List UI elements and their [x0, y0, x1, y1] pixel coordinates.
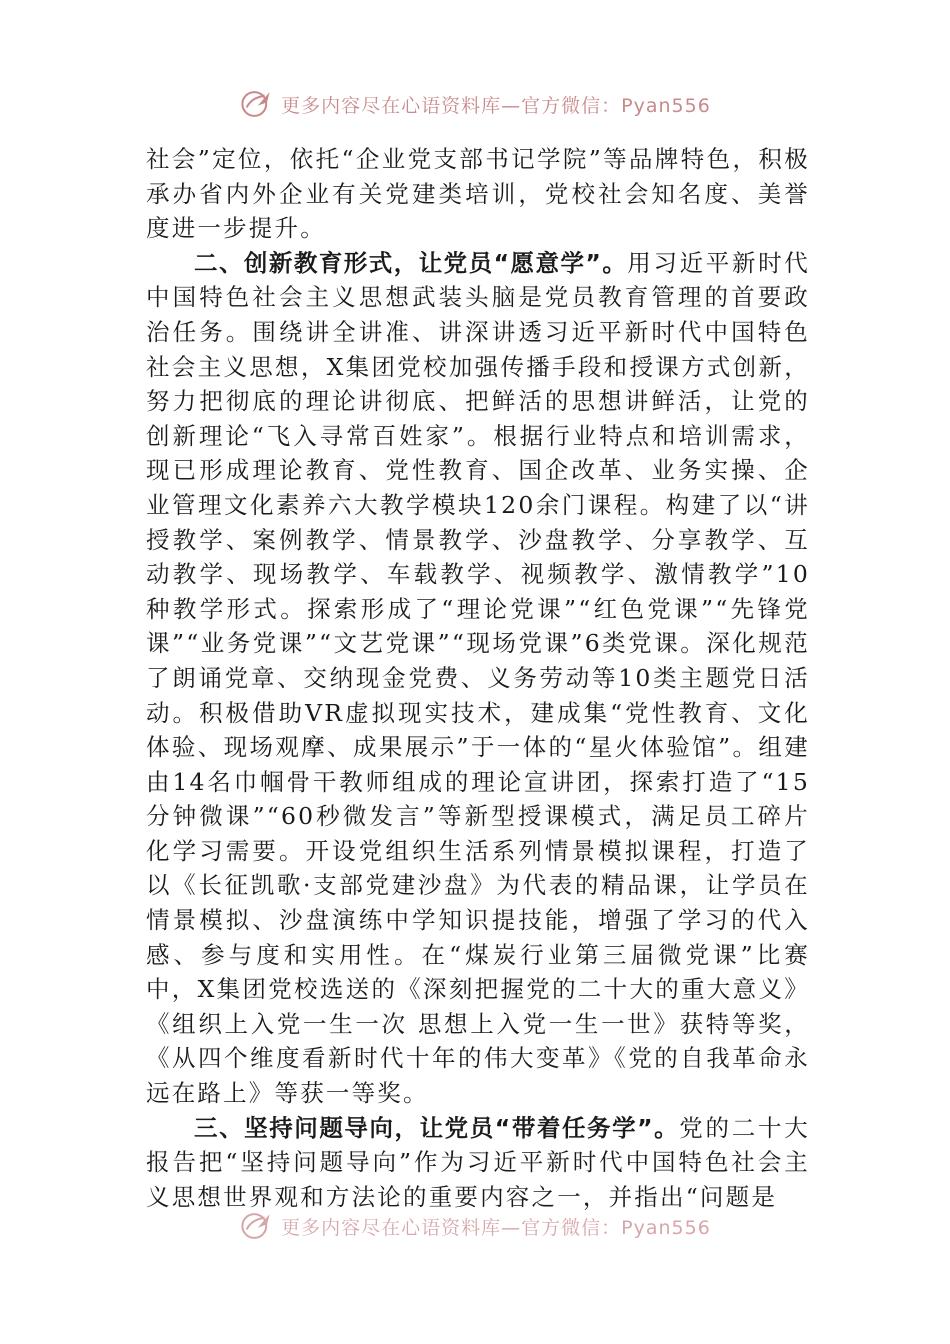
paragraph-text: 用习近平新时代中国特色社会主义思想武装头脑是党员教育管理的首要政治任务。围绕讲全讲准、讲深讲透习近平新时代中国特色社会主义思想，X集团党校加强传播手段和授课方式创新，努力把彻底的理论讲彻底、把鲜活的思想讲鲜活，让党的创新理论“飞入寻常百姓家”。根据行业特点和培训需求，现已形成理论教育、党性教育、国企改革、业务实操、企业管理文化素养六大教学模块120余门课程。构建了以“讲授教学、案例教学、情景教学、沙盘教学、分享教学、互动教学、现场教学、车载教学、视频教学、激情教学”10种教学形式。探索形成了“理论党课”“红色党课”“先锋党课”“业务党课”“文艺党课”“现场党课”6类党课。深化规范了朗诵党章、交纳现金党费、义务劳动等10类主题党日活动。积极借助VR虚拟现实技术，建成集“党性教育、文化体验、现场观摩、成果展示”于一体的“星火体验馆”。组建由14名巾帼骨干教师组成的理论宣讲团，探索打造了“15分钟微课”“60秒微发言”等新型授课模式，满足员工碎片化学习需要。开设党组织生活系列情景模拟课程，打造了以《长征凯歌·支部党建沙盘》为代表的精品课，让学员在情景模拟、沙盘演练中学知识提技能，增强了学习的代入感、参与度和实用性。在“煤炭行业第三届微党课”比赛中，X集团党校选送的《深刻把握党的二十大的重大意义》《组织上入党一生一次 思想上入党一生一世》获特等奖，《从四个维度看新时代十年的伟大变革》《党的自我革命永远在路上》等获一等奖。: [146, 248, 810, 1108]
paragraph-3: [146, 1111, 810, 1215]
section-heading: 三、坚持问题导向，让党员“带着任务学”。: [194, 1113, 680, 1142]
paragraph-2: [146, 246, 810, 1111]
paragraph-1: [146, 142, 810, 246]
paragraph-text: 党的二十大报告把“坚持问题导向”作为习近平新时代中国特色社会主义思想世界观和方法论的重要内容之一，并指出“问题是: [146, 1113, 811, 1211]
document-body: [146, 142, 810, 1214]
section-heading: 二、创新教育形式，让党员“愿意学”。: [194, 248, 628, 277]
pen-swirl-logo-icon: [239, 87, 273, 121]
paragraph-text: 社会”定位，依托“企业党支部书记学院”等品牌特色，积极承办省内外企业有关党建类培训，党校社会知名度、美誉度进一步提升。: [146, 145, 810, 243]
watermark-text: 更多内容尽在心语资料库—官方微信：Pyan556: [281, 94, 711, 117]
watermark-text: 更多内容尽在心语资料库—官方微信：Pyan556: [281, 1216, 711, 1239]
pen-swirl-logo-icon: [239, 1209, 273, 1243]
watermark-footer: [0, 1208, 950, 1244]
watermark-header: [0, 84, 950, 124]
